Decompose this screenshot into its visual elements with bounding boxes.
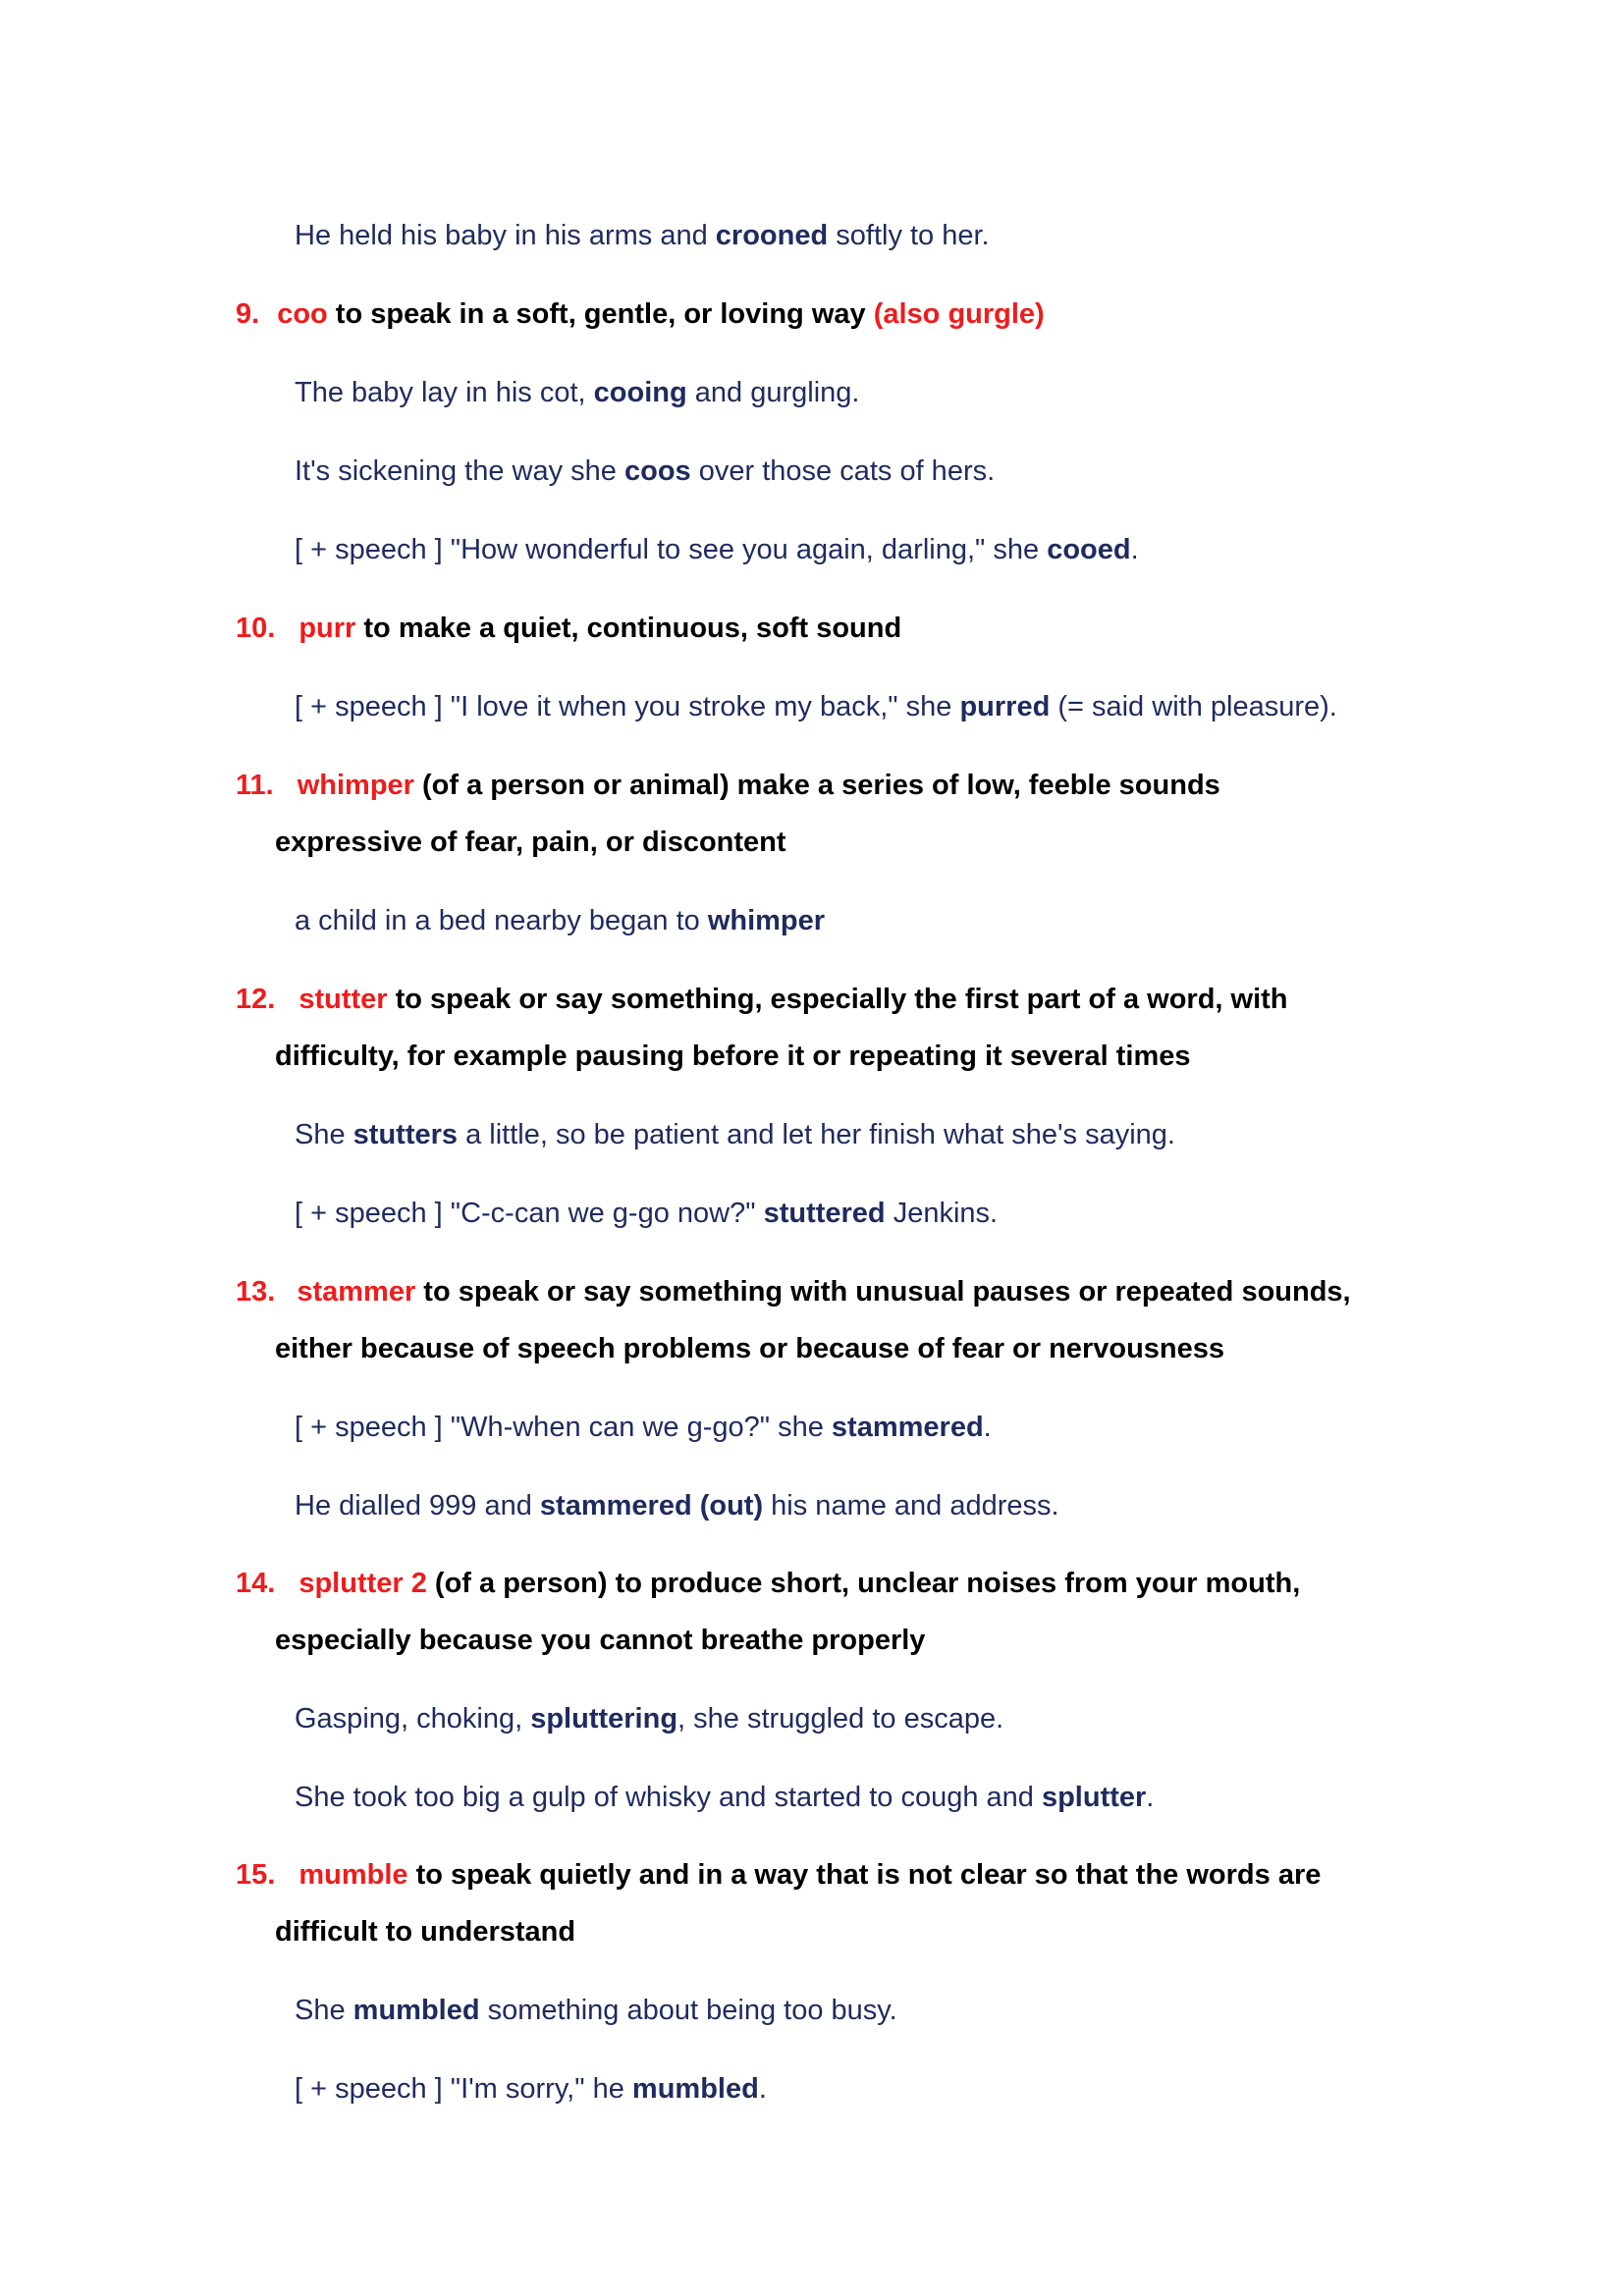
highlighted-word: splutter	[1041, 1782, 1147, 1813]
example-sentence	[295, 222, 990, 250]
entry-heading	[236, 1570, 1300, 1598]
entry-definition: to speak or say something, especially the first part of a word, with	[387, 984, 1288, 1015]
highlighted-word: stammered (out)	[539, 1490, 764, 1522]
entry-definition: to speak quietly and in a way that is not clear so that the words are	[407, 1859, 1322, 1891]
example-sentence	[295, 536, 1139, 564]
example-text: [ + speech ] "How wonderful to see you again, darling," she	[295, 534, 1048, 565]
definition-continuation: expressive of fear, pain, or discontent	[275, 827, 786, 858]
entry-definition: to speak or say something with unusual pauses or repeated sounds,	[415, 1276, 1351, 1308]
entry-definition: (of a person) to produce short, unclear noises from your mouth,	[426, 1568, 1301, 1599]
example-sentence	[295, 2075, 767, 2104]
highlighted-word: cooing	[593, 377, 687, 408]
entry-term: stammer	[297, 1276, 416, 1308]
example-text: .	[1146, 1782, 1155, 1813]
example-text: She	[295, 1995, 353, 2026]
example-sentence	[295, 693, 1337, 721]
example-text: a child in a bed nearby began to	[295, 905, 708, 936]
definition-continuation: difficult to understand	[275, 1916, 576, 1948]
highlighted-word: mumbled	[352, 1995, 480, 2026]
entry-number: 11.	[236, 770, 274, 801]
entry-number: 12.	[236, 984, 276, 1015]
entry-term: purr	[298, 613, 356, 644]
entry-term: mumble	[298, 1859, 408, 1891]
entry-heading	[236, 300, 1045, 329]
example-text: Jenkins.	[885, 1198, 999, 1229]
example-text: softly to her.	[828, 220, 990, 251]
example-text: and gurgling.	[686, 377, 860, 408]
example-text: .	[758, 2073, 767, 2105]
entry-definition: (of a person or animal) make a series of low, feeble sounds	[413, 770, 1220, 801]
entry-note: (also gurgle)	[873, 298, 1045, 330]
example-sentence	[295, 1414, 992, 1442]
example-text: .	[983, 1412, 992, 1443]
example-text: something about being too busy.	[479, 1995, 897, 2026]
entry-term: coo	[277, 298, 328, 330]
example-sentence	[295, 457, 995, 486]
example-text: over those cats of hers.	[690, 455, 996, 487]
entry-definition: to speak in a soft, gentle, or loving way	[327, 298, 874, 330]
example-text: , she struggled to escape.	[677, 1703, 1004, 1735]
example-text: his name and address.	[763, 1490, 1059, 1522]
example-text: Gasping, choking,	[295, 1703, 531, 1735]
example-text: He held his baby in his arms and	[295, 220, 716, 251]
entry-number: 15.	[236, 1859, 276, 1891]
example-text: [ + speech ] "Wh-when can we g-go?" she	[295, 1412, 832, 1443]
highlighted-word: stutters	[352, 1119, 459, 1150]
example-sentence	[295, 907, 825, 935]
example-text: She	[295, 1119, 353, 1150]
highlighted-word: stammered	[831, 1412, 984, 1443]
highlighted-word: stuttered	[763, 1198, 886, 1229]
highlighted-word: spluttering	[530, 1703, 678, 1735]
example-sentence	[295, 1121, 1175, 1149]
example-text: It's sickening the way she	[295, 455, 624, 487]
entry-number: 10.	[236, 613, 276, 644]
entry-heading	[236, 1861, 1321, 1890]
highlighted-word: coos	[623, 455, 691, 487]
example-text: He dialled 999 and	[295, 1490, 540, 1522]
entry-term: splutter 2	[298, 1568, 427, 1599]
example-text: [ + speech ] "I'm sorry," he	[295, 2073, 632, 2105]
example-text: The baby lay in his cot,	[295, 377, 594, 408]
highlighted-word: purred	[959, 691, 1051, 722]
example-sentence	[295, 1784, 1154, 1812]
entry-heading	[236, 1278, 1351, 1307]
definition-continuation: especially because you cannot breathe properly	[275, 1625, 926, 1656]
example-text: a little, so be patient and let her finish what she's saying.	[458, 1119, 1175, 1150]
entry-number: 14.	[236, 1568, 276, 1599]
entry-term: stutter	[298, 984, 388, 1015]
highlighted-word: crooned	[715, 220, 829, 251]
entry-definition: to make a quiet, continuous, soft sound	[355, 613, 902, 644]
entry-heading	[236, 986, 1288, 1014]
example-sentence	[295, 1492, 1059, 1521]
example-text: [ + speech ] "C-c-can we g-go now?"	[295, 1198, 764, 1229]
highlighted-word: cooed	[1047, 534, 1131, 565]
highlighted-word: whimper	[707, 905, 826, 936]
definition-continuation: difficulty, for example pausing before it or repeating it several times	[275, 1041, 1191, 1072]
example-sentence	[295, 1997, 897, 2025]
example-text: She took too big a gulp of whisky and started to cough and	[295, 1782, 1042, 1813]
entry-number: 9.	[236, 298, 260, 330]
highlighted-word: mumbled	[631, 2073, 759, 2105]
definition-continuation: either because of speech problems or because of fear or nervousness	[275, 1333, 1225, 1364]
example-sentence	[295, 379, 859, 407]
entry-heading	[236, 772, 1220, 800]
example-sentence	[295, 1200, 998, 1228]
entry-number: 13.	[236, 1276, 276, 1308]
example-text: [ + speech ] "I love it when you stroke my back," she	[295, 691, 960, 722]
example-sentence	[295, 1705, 1003, 1734]
entry-heading	[236, 614, 901, 643]
example-text: .	[1130, 534, 1139, 565]
entry-term: whimper	[297, 770, 414, 801]
example-text: (= said with pleasure).	[1050, 691, 1337, 722]
